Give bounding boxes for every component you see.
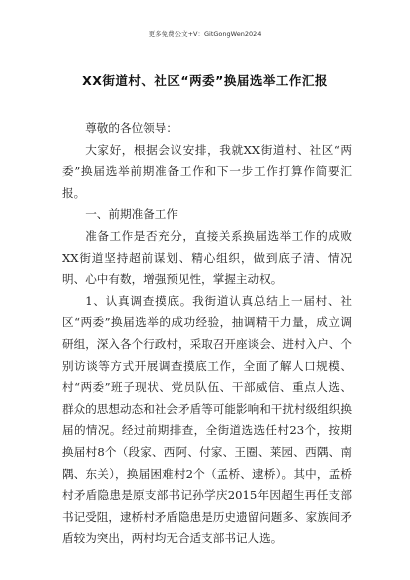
paragraph-preparation: 准备工作是否充分，直接关系换届选举工作的成败XX街道坚持超前谋划、精心组织，做到底子清、情况明、心中有数，增强预见性，掌握主动权。 [62,228,352,287]
document-body [62,118,352,550]
header-note: 更多免费公文+V：GitGongWen2024 [148,30,262,38]
document-title: XX街道村、社区“两委”换届选举工作汇报 [82,73,328,88]
salutation: 尊敬的各位领导： [85,121,178,135]
paragraph-intro: 大家好，根据会议安排，我就XX街道村、社区“两委”换届选举前期准备工作和下一步工作打算作简要汇报。 [62,142,352,200]
paragraph-survey: 1、认真调查摸底。我街道认真总结上一届村、社区“两委”换届选举的成功经验，抽调精干力量，成立调研组，深入各个行政村，采取召开座谈会、进村入户、个别访谈等方式开展调查摸底工作，全面了解人口规模、村“两委”班子现状、党员队伍、干部威信、重点人选、群众的思想动态和社会矛盾等可能影响和干扰村级组织换届的情况。经过前期排查，全街道选选任村23个，按期换届村8个（段家、西阿、付家、王圈、莱园、西隅、南隅、东关），换届困难村2个（孟桥、逮桥）。其中，孟桥村矛盾隐患是原支部书记孙学庆2015年因超生再任支部书记受阻，逮桥村矛盾隐患是历史遗留问题多、家族间矛盾较为突出，两村均无合适支部书记人选。 [62,293,352,546]
section-heading: 一、前期准备工作 [85,207,178,222]
